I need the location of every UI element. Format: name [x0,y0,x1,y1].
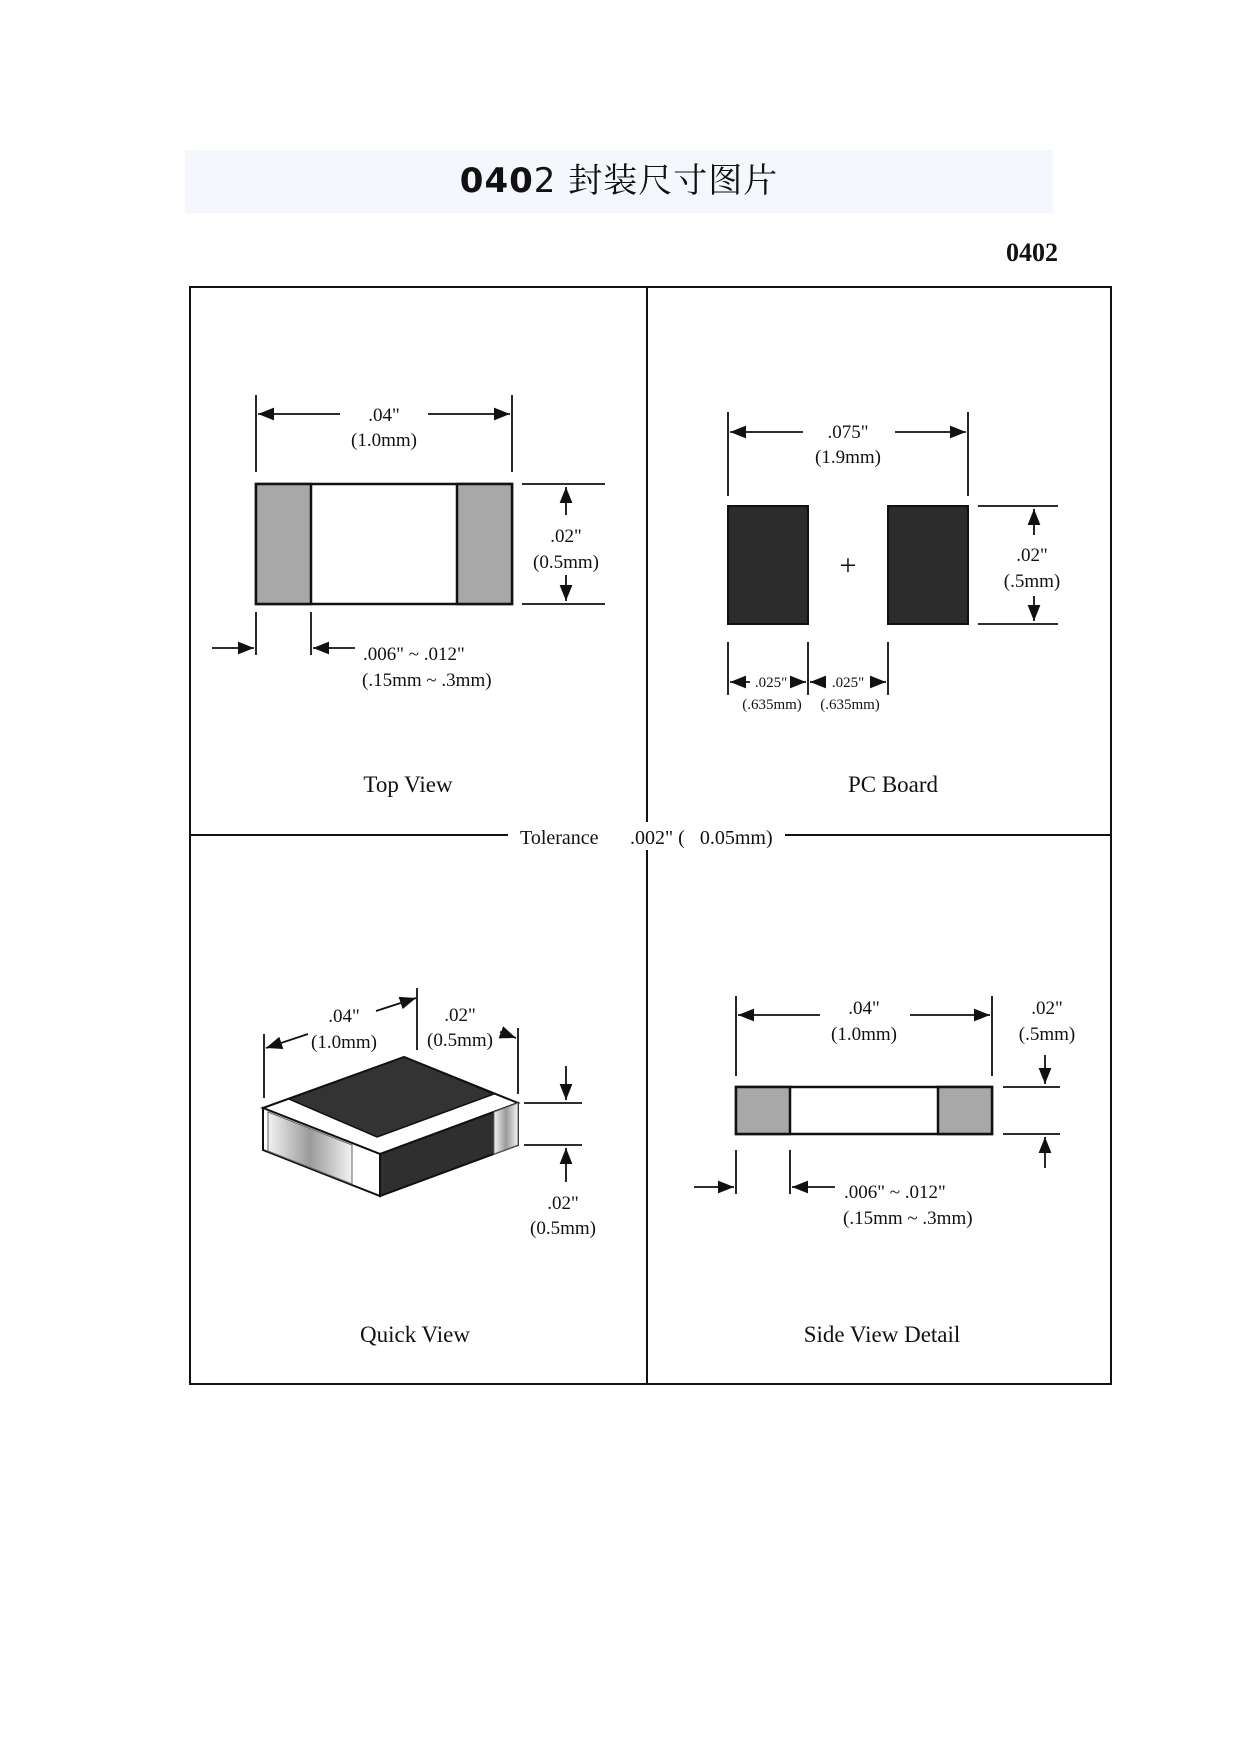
part-number-label: 0402 [1006,238,1058,267]
quick-view-side-endcap [494,1103,518,1154]
top-view-length-mm: (1.0mm) [351,430,417,451]
top-view-length-in: .04" [368,405,400,426]
top-view-terminal-in: .006" ~ .012" [363,644,465,665]
quick-view-width-in: .02" [444,1005,476,1026]
top-view-width-mm: (0.5mm) [533,552,599,573]
quick-view-height-mm: (0.5mm) [530,1218,596,1239]
pc-board-gap-in: .025" [831,675,865,691]
pc-board-pad-in: .025" [754,675,788,691]
title-rest: 2 封装尺寸图片 [533,161,779,201]
title-number: 040 [459,161,534,201]
top-view-left-terminal [256,484,311,604]
pc-board-view [728,412,1060,797]
side-view-terminal-in: .006" ~ .012" [844,1182,946,1203]
quick-view-length-in: .04" [328,1006,360,1027]
pc-board-gap-mm: (.635mm) [820,697,880,713]
pc-board-center-mark: + [839,549,857,582]
side-view-caption: Side View Detail [803,1322,961,1347]
side-view-right-terminal [938,1087,992,1134]
top-view [212,395,605,797]
pc-board-height-in: .02" [1016,545,1048,566]
top-view-width-in: .02" [550,526,582,547]
side-view-height-mm: (.5mm) [1018,1024,1076,1045]
pc-board-right-pad [888,506,968,624]
pc-board-left-pad [728,506,808,624]
quick-view-length-mm: (1.0mm) [311,1032,377,1053]
top-view-right-terminal [457,484,512,604]
tolerance-label: Tolerance [520,827,599,849]
side-view-height-in: .02" [1031,998,1063,1019]
top-view-caption: Top View [363,772,453,797]
quick-view-caption: Quick View [360,1322,470,1347]
pc-board-span-mm: (1.9mm) [815,447,881,468]
quick-view-height-in: .02" [547,1193,579,1214]
tolerance-value: .002" ( 0.05mm) [630,827,773,849]
pc-board-caption: PC Board [847,772,939,797]
pc-board-pad-mm: (.635mm) [742,697,802,713]
side-view-length-mm: (1.0mm) [831,1024,897,1045]
side-view-left-terminal [736,1087,790,1134]
quick-view-width-mm: (0.5mm) [427,1030,493,1051]
side-view-length-in: .04" [848,998,880,1019]
pc-board-span-in: .075" [827,422,869,443]
side-view-terminal-mm: (.15mm ~ .3mm) [843,1208,973,1229]
top-view-terminal-mm: (.15mm ~ .3mm) [362,670,492,691]
side-view-detail [694,996,1075,1347]
pc-board-height-mm: (.5mm) [1003,571,1061,592]
quick-view [263,988,596,1347]
